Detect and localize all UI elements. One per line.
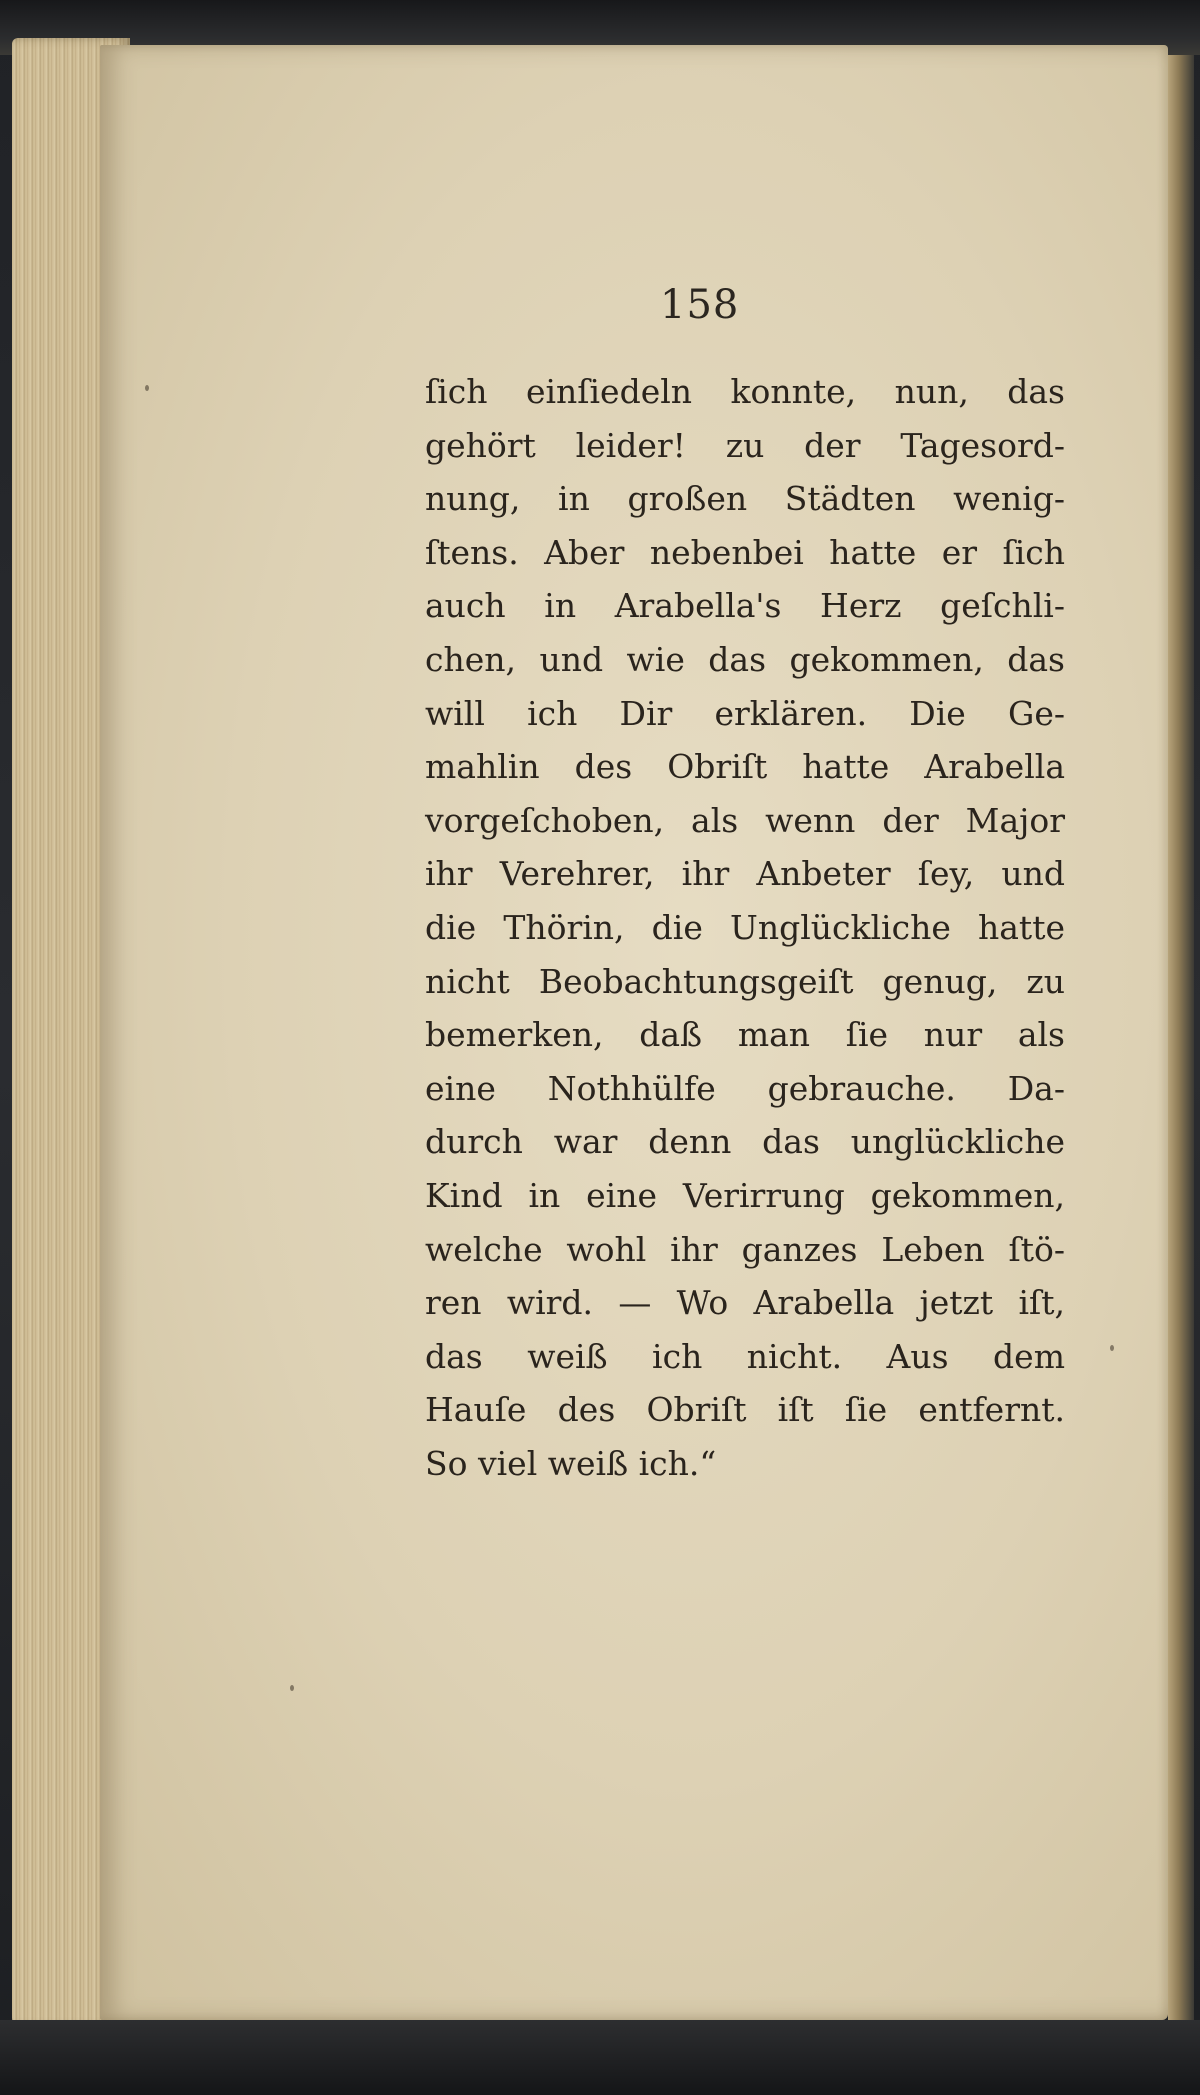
- text-line: ren wird. — Wo Arabella jetzt iſt,: [425, 1283, 1065, 1323]
- paper-speck: [290, 1685, 294, 1691]
- text-line: das weiß ich nicht. Aus dem: [425, 1336, 1065, 1376]
- body-text: [425, 365, 1065, 1490]
- text-line: vorgeſchoben, als wenn der Major: [425, 800, 1065, 840]
- text-line: bemerken, daß man ſie nur als: [425, 1015, 1065, 1055]
- book-cover-bottom: [0, 2020, 1200, 2095]
- paper-speck: [145, 385, 149, 391]
- text-line: will ich Dir erklären. Die Ge-: [425, 693, 1065, 733]
- text-line: Hauſe des Obriſt iſt ſie entfernt.: [425, 1390, 1065, 1430]
- text-line: auch in Arabella's Herz geſchli-: [425, 586, 1065, 626]
- text-line: ihr Verehrer, ihr Anbeter ſey, und: [425, 854, 1065, 894]
- text-line: gehört leider! zu der Tagesord-: [425, 425, 1065, 465]
- text-line: welche wohl ihr ganzes Leben ſtö-: [425, 1229, 1065, 1269]
- text-line: chen, und wie das gekommen, das: [425, 639, 1065, 679]
- paper-speck: [1110, 1345, 1114, 1351]
- text-line: ſtens. Aber nebenbei hatte er ſich: [425, 532, 1065, 572]
- page-number: 158: [660, 282, 740, 328]
- text-line: nung, in großen Städten wenig-: [425, 479, 1065, 519]
- next-leaf-edge: [1168, 55, 1194, 2025]
- text-line: durch war denn das unglückliche: [425, 1122, 1065, 1162]
- text-line: mahlin des Obriſt hatte Arabella: [425, 747, 1065, 787]
- text-line: die Thörin, die Unglückliche hatte: [425, 907, 1065, 947]
- text-line: So viel weiß ich.“: [425, 1443, 717, 1483]
- text-line: ſich einſiedeln konnte, nun, das: [425, 372, 1065, 411]
- text-line: eine Nothhülfe gebrauche. Da-: [425, 1068, 1065, 1108]
- text-line: nicht Beobachtungsgeiſt genug, zu: [425, 961, 1065, 1001]
- text-line: Kind in eine Verirrung gekommen,: [425, 1175, 1065, 1215]
